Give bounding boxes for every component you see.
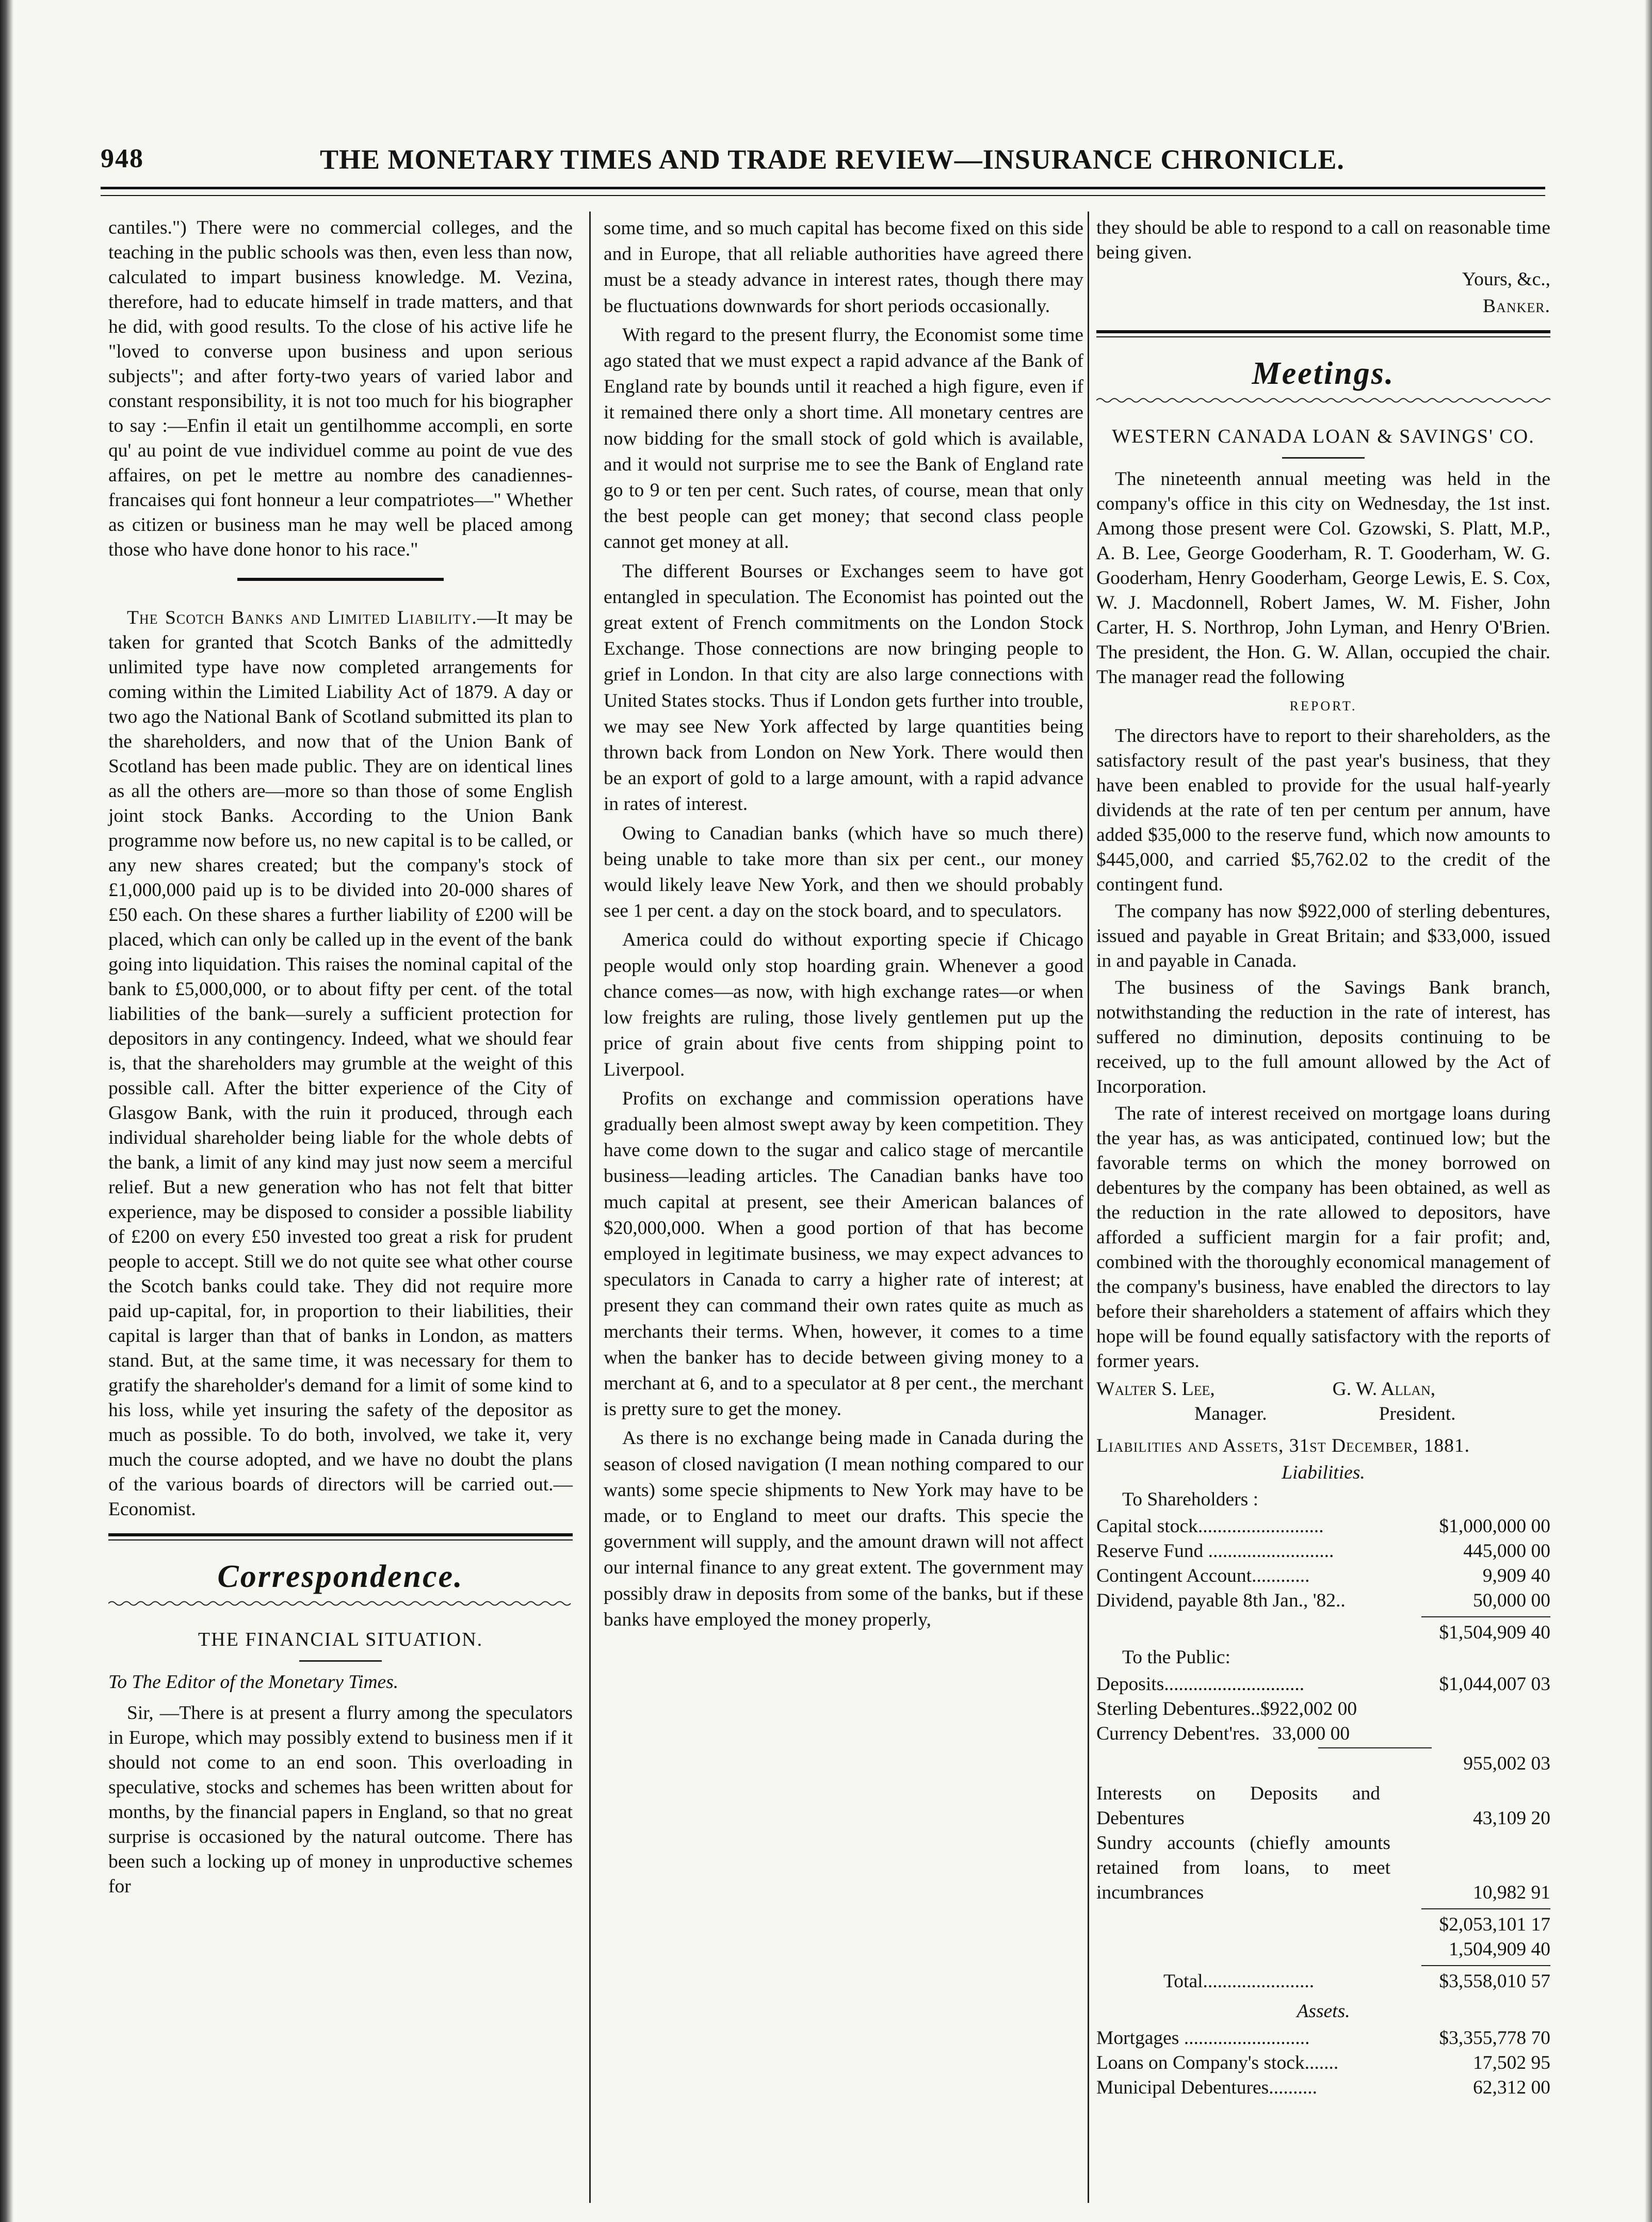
letter-signature: Banker.: [1483, 296, 1550, 317]
col2-paragraph-7: As there is no exchange being made in Canada during the season of closed navigation (I mean nothing compared to our wants) some specie shipments to New York may have to be made, or to England to meet our drafts. This specie the government will supply, and the amount drawn will not affect our internal finance to any great extent. The government may possibly draw in deposits from some of the banks, but if these banks have employed the money properly,: [604, 1428, 1083, 1630]
report-paragraph-2: The company has now $922,000 of sterling debentures, issued and payable in Great Britain; and $33,000, issued in and payable in Canada.: [1096, 901, 1550, 971]
column-1: [108, 216, 573, 1904]
fin-rule: [1421, 1908, 1550, 1909]
correspondence-heading: Correspondence.: [217, 1559, 464, 1594]
fin-row-mortgages: Mortgages .......................... $3,355,778 70: [1096, 2028, 1550, 2049]
header-rule-thick: [101, 187, 1545, 189]
company-title-rule: [1282, 457, 1365, 459]
letter-salutation: To The Editor of the Monetary Times.: [108, 1672, 399, 1693]
report-paragraph-4: The rate of interest received on mortgage loans during the year has, as was anticipated, continued low; but the favorable terms on which the money borrowed on debentures by the company has been obtained, as well as the reduction in the rate allowed to depositors, have afforded a sufficient margin for a fair profit; and, combined with the thoroughly economical management of the company's business, have enabled the directors to lay before their shareholders a statement of affairs which they hope will be found equally satisfactory with the reports of former years.: [1096, 1103, 1550, 1372]
wavy-rule: [108, 1600, 573, 1607]
col2-paragraph-1: some time, and so much capital has become fixed on this side and in Europe, that all reliable authorities have agreed there must be a steady advance in interest rates, though there may be fluctuations downwards for short periods occasionally.: [604, 218, 1083, 317]
col2-paragraph-5: America could do without exporting specie if Chicago people would only stop hoarding grain. Whenever a good chance comes—as now, with high exchange rates—or when low freights are ruling, those lively gentlemen put up the price of grain about five cents from shipping point to Liverpool.: [604, 929, 1083, 1080]
letter-paragraph: Sir, —There is at present a flurry among the speculators in Europe, which may possibly extend to business men if it should not come to an end soon. This overloading in speculative, stocks and schemes has been written about for months, by the financial papers in England, so that no great surprise is occasioned by the natural outcome. There has been such a locking up of money in unproductive schemes for: [108, 1702, 573, 1897]
fin-row-shareholders-total: $1,504,909 40: [1439, 1622, 1550, 1643]
fin-row-loans: Loans on Company's stock....... 17,502 95: [1096, 2052, 1550, 2073]
fin-row-sterling: Sterling Debentures..$922,002 00: [1096, 1698, 1357, 1720]
fin-row-deposits: Deposits............................. $1,044,007 03: [1096, 1674, 1550, 1695]
page-number: 948: [101, 144, 144, 173]
col2-paragraph-6: Profits on exchange and commission operations have gradually been almost swept away by keen competition. They have come down to the sugar and calico stage of mercantile business—leading articles. The Canadian banks have too much capital at present, see their American balances of $20,000,000. When a good portion of that has become employed in legitimate business, we may expect advances to speculators in Canada to carry a higher rate of interest; at present they can command their own rates quite as much as merchants their terms. When, however, it comes to a time when the banker has to decide between giving money to a merchant at 6, and to a speculator at 8 per cent., the merchant is pretty sure to get the money.: [604, 1088, 1083, 1420]
fin-row-municipal: Municipal Debentures.......... 62,312 00: [1096, 2077, 1550, 2098]
col2-paragraph-4: Owing to Canadian banks (which have so much there) being unable to take more than six per cent., our money would likely leave New York, and then we should probably see 1 per cent. a day on the stock board, and to speculators.: [604, 822, 1083, 922]
fin-row-public-total: $2,053,101 17: [1439, 1914, 1550, 1935]
meetings-heading: Meetings.: [1252, 356, 1395, 391]
letter-yours: Yours, &c.,: [1462, 269, 1550, 290]
scan-edge-left: [0, 0, 13, 2222]
column-rule-1: [589, 212, 591, 2203]
header-rule-thin: [101, 195, 1545, 196]
report-heading: REPORT.: [1289, 699, 1357, 713]
financial-statement: [1096, 1434, 1550, 2100]
signature-president: G. W. Allan, President.: [1332, 1378, 1456, 1424]
to-public-label: To the Public:: [1122, 1647, 1230, 1668]
to-shareholders-label: To Shareholders :: [1122, 1489, 1258, 1510]
fin-row-capital: Capital stock.......................... $1,000,000 00: [1096, 1516, 1550, 1537]
fin-row-contingent: Contingent Account............ 9,909 40: [1096, 1565, 1550, 1586]
fin-row-sundry: Sundry accounts (chiefly amounts retained from loans, to meet incumbrances 10,982 91: [1096, 1832, 1550, 1903]
fin-row-total: Total....................... $3,558,010 57: [1163, 1971, 1550, 1992]
fin-rule: [1421, 1616, 1550, 1617]
scotch-banks-article: The Scotch Banks and Limited Liability.—It may be taken for granted that Scotch Banks of the admittedly unlimited type have now completed arrangements for coming within the Limited Liability Act of 1879. A day or two ago the National Bank of Scotland submitted its plan to the shareholders, and now that of the Union Bank of Scotland has been made public. They are on identical lines as all the others are—more so than those of some English joint stock Banks. According to the Union Bank programme now before us, no new capital is to be called, or any new shares created; but the company's stock of £1,000,000 paid up is to be divided into 20-000 shares of £50 each. On these shares a further liability of £200 will be placed, which can only be called up in the event of the bank going into liquidation. This raises the nominal capital of the bank to £5,000,000, or to about fifty per cent. of the total liabilities of the bank—surely a sufficient protection for depositors in any contingency. Indeed, what we should fear is, that the shareholders may grumble at the weight of this possible call. After the bitter experience of the City of Glasgow Bank, with the ruin it produced, through each individual shareholder being liable for the whole debts of the bank, a limit of any kind may just now seem a merciful relief. But a new generation who has not felt that bitter experience, may be disposed to consider a possible liability of £200 on every £50 invested too great a risk for prudent people to accept. Still we do not quite see what other course the Scotch banks could take. They did not require more paid up-capital, for, in proportion to their liabilities, their capital is larger than that of banks in London, as matters stand. But, at the same time, it was necessary for them to gratify the shareholder's demand for a limit of some kind to his loss, while yet insuring the safety of the depositor as much as possible. To do both, involved, we take it, very much the course adopted, and we have no doubt the plans of the various boards of directors will be carried out.—Economist.: [108, 607, 573, 1520]
running-head: THE MONETARY TIMES AND TRADE REVIEW—INSURANCE CHRONICLE.: [320, 144, 1345, 175]
column-rule-2: [1088, 212, 1089, 2203]
liabilities-heading: Liabilities.: [1282, 1462, 1365, 1483]
scotch-banks-body: It may be taken for granted that Scotch Banks of the admittedly unlimited type have now completed arrangements for coming within the Limited Liability Act of 1879. A day or two ago the National Bank of Scotland submitted its plan to the shareholders, and now that of the Union Bank of Scotland has been made public. They are on identical lines as all the others are—more so than those of some English joint stock Banks. According to the Union Bank programme now before us, no new capital is to be called, or any new shares created; but the company's stock of £1,000,000 paid up is to be divided into 20-000 shares of £50 each. On these shares a further liability of £200 will be placed, which can only be called up in the event of the bank going into liquidation. This raises the nominal capital of the bank to £5,000,000, or to about fifty per cent. of the total liabilities of the bank—surely a sufficient protection for depositors in any contingency. Indeed, what we should fear is, that the shareholders may grumble at the weight of this possible call. After the bitter experience of the City of Glasgow Bank, with the ruin it produced, through each individual shareholder being liable for the whole debts of the bank, a limit of any kind may just now seem a merciful relief. But a new generation who has not felt that bitter experience, may be disposed to consider a possible liability of £200 on every £50 invested too great a risk for prudent people to accept. Still we do not quite see what other course the Scotch banks could take. They did not require more paid up-capital, for, in proportion to their liabilities, their capital is larger than that of banks in London, as matters stand. But, at the same time, it was necessary for them to gratify the shareholder's demand for a limit of some kind to his loss, while yet insuring the safety of the depositor as much as possible. To do both, involved, we take it, very much the course adopted, and we have no doubt the plans of the various boards of directors will be carried out.—Economist.: [108, 607, 573, 1520]
company-title: WESTERN CANADA LOAN & SAVINGS' CO.: [1112, 426, 1535, 447]
section-rule: [237, 578, 444, 581]
fin-row-dividend: Dividend, payable 8th Jan., '82.. 50,000 00: [1096, 1590, 1550, 1611]
fin-row-public-repeat: 1,504,909 40: [1449, 1939, 1550, 1960]
double-rule: [108, 1533, 573, 1540]
vezina-paragraph: cantiles.") There were no commercial colleges, and the teaching in the public schools was then, even less than now, calculated to impart business knowledge. M. Vezina, therefore, had to educate himself in trade matters, and that he did, with good results. To the close of his active life he "loved to converse upon business and upon serious subjects"; and after forty-two years of varied labor and constant responsibility, it is not too much for his biographer to say :—Enfin il etait un gentilhomme accompli, en sorte qu' au point de vue individuel comme au point de vue des affaires, on pet le mettre au nombre des canadiennes-francaises qui font honneur a leur compatriotes—" Whether as citizen or business man he may well be placed among those who have done honor to his race.": [108, 217, 573, 560]
fin-row-reserve: Reserve Fund .......................... 445,000 00: [1096, 1540, 1550, 1562]
scotch-banks-title: The Scotch Banks and Limited Liability.: [127, 607, 477, 628]
column-2: [604, 216, 1083, 1636]
statement-title: Liabilities and Assets, 31st December, 1881.: [1096, 1435, 1470, 1456]
fin-row-currency: Currency Debent'res. 33,000 00: [1096, 1723, 1350, 1744]
col2-paragraph-3: The different Bourses or Exchanges seem to have got entangled in speculation. The Economist has pointed out the great extent of French commitments on the London Stock Exchange. Those connections are now bringing people to grief in London. In that city are also large connections with United States stocks. Thus if London gets further into trouble, we may see New York affected by large quantities being thrown back from London on New York. There would then be an export of gold to a large amount, with a rapid advance in rates of interest.: [604, 560, 1083, 815]
signature-manager: Walter S. Lee, Manager.: [1096, 1378, 1267, 1424]
fin-rule: [1318, 1747, 1432, 1748]
fin-row-interests: Interests on Deposits and Debentures 43,109 20: [1096, 1783, 1550, 1829]
column-3: [1096, 216, 1550, 2100]
report-signatures: [1096, 1377, 1550, 1426]
double-rule: [1096, 330, 1550, 337]
fin-row-debentures-total: 955,002 03: [1463, 1753, 1550, 1774]
col2-paragraph-2: With regard to the present flurry, the Economist some time ago stated that we must expect a rapid advance af the Bank of England rate by bounds until it reached a high figure, even if it remained there only a short time. All monetary centres are now bidding for the small stock of gold which is available, and it would not surprise me to see the Bank of England rate go to 9 or ten per cent. Such rates, of course, mean that only the best people can get money; that second class people cannot get money at all.: [604, 324, 1083, 553]
report-paragraph-1: The directors have to report to their shareholders, as the satisfactory result of the past year's business, that they have been enabled to provide for the usual half-yearly dividends at the rate of ten per centum per annum, have added $35,000 to the reserve fund, which now amounts to $445,000, and carried $5,762.02 to the credit of the contingent fund.: [1096, 725, 1550, 895]
assets-heading: Assets.: [1297, 2001, 1350, 2022]
report-paragraph-3: The business of the Savings Bank branch, notwithstanding the reduction in the rate of interest, has suffered no diminution, deposits continuing to be received, up to the full amount allowed by the Act of Incorporation.: [1096, 977, 1550, 1097]
scan-edge-right: [1645, 0, 1652, 2222]
wavy-rule: [1096, 397, 1550, 404]
meeting-paragraph: The nineteenth annual meeting was held in the company's office in this city on Wednesday, the 1st inst. Among those present were Col. Gzowski, S. Platt, M.P., A. B. Lee, George Gooderham, R. T. Gooderham, W. G. Gooderham, Henry Gooderham, George Lewis, E. S. Cox, W. J. Macdonnell, Robert James, W. M. Fisher, John Carter, H. S. Northrop, John Lyman, and Henry O'Brien. The president, the Hon. G. W. Allan, occupied the chair. The manager read the following: [1096, 468, 1550, 688]
letter-title-rule: [299, 1660, 382, 1662]
letter-title: THE FINANCIAL SITUATION.: [198, 1629, 483, 1650]
letter-closing: they should be able to respond to a call on reasonable time being given.: [1096, 217, 1550, 263]
fin-rule: [1421, 1965, 1550, 1966]
